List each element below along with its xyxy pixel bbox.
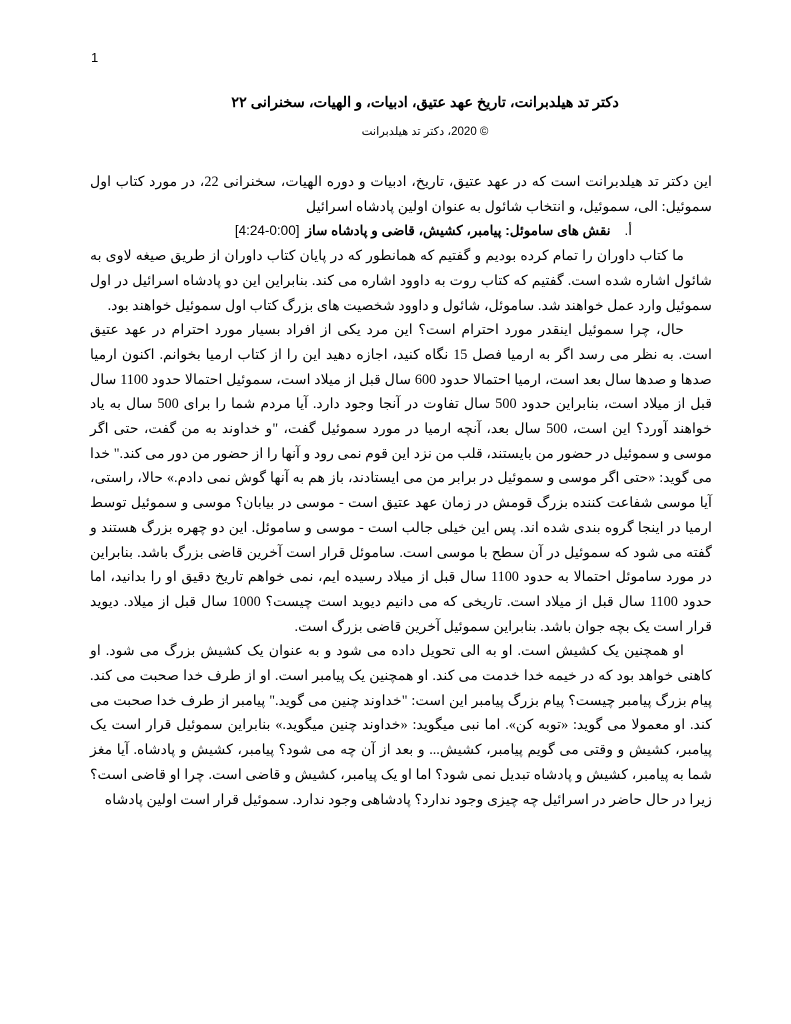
- intro-paragraph: این دکتر تد هیلدبرانت است که در عهد عتیق، تاریخ، ادبیات و دوره الهیات، سخنرانی 22، در مورد کتاب اول سموئیل: الی، سموئیل، و انتخاب شائول به عنوان اولین پادشاه اسرائیل: [90, 174, 712, 215]
- body-paragraph: حال، چرا سموئیل اینقدر مورد احترام است؟ این مرد یکی از افراد بسیار مورد احترام در عهد عتیق است. به نظر می رسد اگر به ارمیا فصل 15 نگاه کنید، اجازه دهید این را از کتاب ارمیا بخوانم. اکنون ارمیا صدها و صدها سال بعد است، ارمیا احتمالا حدود 600 سال قبل از میلاد است، سموئیل احتمالا حدود 1100 سال قبل از میلاد است، بنابراین حدود 500 سال تفاوت در آنجا وجود دارد. آیا مردم شما را برای 500 سال به یاد خواهند آورد؟ این است، 500 سال بعد، آنچه ارمیا در مورد سموئیل گفت، "و خداوند به من گفت، حتی اگر موسی و سموئیل در حضور من بایستند، قلب من نزد این قوم نمی رود و آنها را از حضور من دور می کند." خدا می گوید: «حتی اگر موسی و سموئیل در برابر من می ایستادند، باز هم به آنها گوش نمی دادم.» حالا، راستی، آیا موسی شفاعت کننده بزرگ قومش در زمان عهد عتیق است - موسی در بیابان؟ موسی و سموئیل توسط ارمیا در اینجا گروه بندی شده اند. پس این خیلی جالب است - موسی و ساموئل. این دو چهره بزرگ هستند و گفته می شود که سموئیل در آن سطح با موسی است. ساموئل قرار است آخرین قاضی بزرگ باشد. بنابراین در مورد ساموئل احتمالا به حدود 1100 سال قبل از میلاد رسیده ایم، نمی خواهم تاریخ دقیق او را بدانید، اما حدود 1100 سال قبل از میلاد است. تاریخی که می دانیم دیوید است چیست؟ 1000 سال قبل از میلاد. دیوید قرار است یک بچه جوان باشد. بنابراین سموئیل آخرین قاضی بزرگ است.: [90, 322, 713, 635]
- document-body: [90, 170, 712, 812]
- section-number: أ.: [624, 223, 632, 239]
- page-number: 1: [91, 50, 99, 65]
- body-paragraph: او همچنین یک کشیش است. او به الی تحویل داده می شود و به عنوان یک کشیش بزرگ می شود. او کاهنی خواهد بود که در خیمه خدا خدمت می کند. او همچنین یک پیامبر است. او از طرف خدا صحبت می کند. پیام بزرگ پیامبر چیست؟ پیام بزرگ پیامبر این است: "خداوند چنین می گوید." پیامبر از طرف خدا صحبت می کند. او معمولا می گوید: «توبه کن». اما نبی میگوید: «خداوند چنین میگوید.» بنابراین سموئیل قرار است یک پیامبر، کشیش و وقتی می گویم پیامبر، کشیش... و بعد از آن چه می شود؟ پیامبر، کشیش و پادشاه. آیا مغز شما به پیامبر، کشیش و پادشاه تبدیل نمی شود؟ اما او یک پیامبر، کشیش و قاضی است. چرا او قاضی است؟ زیرا در حال حاضر در اسرائیل چه چیزی وجود ندارد؟ پادشاهی وجود ندارد. سموئیل قرار است اولین پادشاه: [90, 643, 712, 808]
- section-heading-text: نقش های ساموئل: پیامبر، کشیش، قاضی و پادشاه ساز: [305, 223, 611, 239]
- document-title: دکتر تد هیلدبرانت، تاریخ عهد عتیق، ادبیات، و الهیات، سخنرانی ۲۲: [231, 95, 619, 111]
- section-heading: [90, 219, 712, 244]
- section-timecode: [4:24-0:00]: [234, 223, 300, 239]
- copyright-line: © 2020، دکتر تد هیلدبرانت: [361, 126, 489, 138]
- body-paragraph: ما کتاب داوران را تمام کرده بودیم و گفتیم که همانطور که در پایان کتاب داوران از طریق صیغه لاوی به شائول اشاره شده است. گفتیم که کتاب روت به داوود اشاره می کند. بنابراین این دو پادشاه اسرائیل در اول سموئیل وارد عمل خواهند شد. ساموئل، شائول و داوود شخصیت های بزرگ کتاب اول سموئیل خواهند بود.: [90, 248, 712, 314]
